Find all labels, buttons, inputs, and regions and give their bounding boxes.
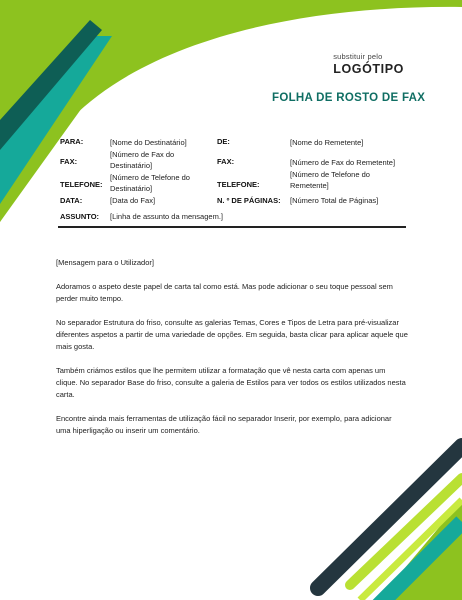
telefone-value-line2[interactable]: Destinatário] xyxy=(110,184,153,193)
page-title: FOLHA DE ROSTO DE FAX xyxy=(272,92,426,104)
telefone-remetente-value-line2[interactable]: Remetente] xyxy=(290,181,329,190)
assunto-label: ASSUNTO: xyxy=(60,212,100,221)
logo-subtitle: substituir pelo xyxy=(333,52,383,61)
logo-placeholder xyxy=(333,52,404,76)
paginas-label: N. º DE PÁGINAS: xyxy=(217,196,281,205)
fax-value-line2[interactable]: Destinatário] xyxy=(110,161,153,170)
telefone-value-line1[interactable]: [Número de Telefone do xyxy=(110,172,190,182)
fax-label: FAX: xyxy=(60,157,78,166)
para-label: PARA: xyxy=(60,137,84,146)
assunto-value[interactable]: [Linha de assunto da mensagem.] xyxy=(110,212,223,221)
telefone-remetente-value-line1[interactable]: [Número de Telefone do xyxy=(290,169,370,179)
paragraph-3[interactable]: Também criámos estilos que lhe permitem utilizar a formatação que vê nesta carta com apenas um clique. No separador Base do friso, consulte a galeria de Estilos para ver todos os estilos utilizados nesta carta. xyxy=(56,366,406,399)
telefone-remetente-label: TELEFONE: xyxy=(217,180,260,189)
telefone-label: TELEFONE: xyxy=(60,180,103,189)
data-value[interactable]: [Data do Fax] xyxy=(110,196,156,205)
message-body xyxy=(56,257,408,449)
fax-remetente-value[interactable]: [Número de Fax do Remetente] xyxy=(290,158,396,167)
logo-text: LOGÓTIPO xyxy=(333,62,404,76)
de-value[interactable]: [Nome do Remetente] xyxy=(290,138,364,147)
greeting[interactable]: [Mensagem para o Utilizador] xyxy=(56,258,154,267)
data-label: DATA: xyxy=(60,196,83,205)
header-divider xyxy=(58,226,406,228)
fax-value-line1[interactable]: [Número de Fax do xyxy=(110,149,175,159)
paragraph-4[interactable]: Encontre ainda mais ferramentas de utilização fácil no separador Inserir, por exemplo, para adicionar uma hiperligação ou inserir um comentário. xyxy=(56,414,392,435)
paragraph-1[interactable]: Adoramos o aspeto deste papel de carta tal como está. Mas pode adicionar o seu toque pessoal sem perder muito tempo. xyxy=(56,282,393,303)
para-value[interactable]: [Nome do Destinatário] xyxy=(110,138,187,147)
fax-remetente-label: FAX: xyxy=(217,157,235,166)
de-label: DE: xyxy=(217,137,230,146)
paragraph-2[interactable]: No separador Estrutura do friso, consulte as galerias Temas, Cores e Tipos de Letra para pré-visualizar diferentes aspetos a partir de uma variedade de opções. Em seguida, basta clicar para aplicar aquele que mais gosta. xyxy=(56,318,408,351)
paginas-value[interactable]: [Número Total de Páginas] xyxy=(290,196,379,205)
